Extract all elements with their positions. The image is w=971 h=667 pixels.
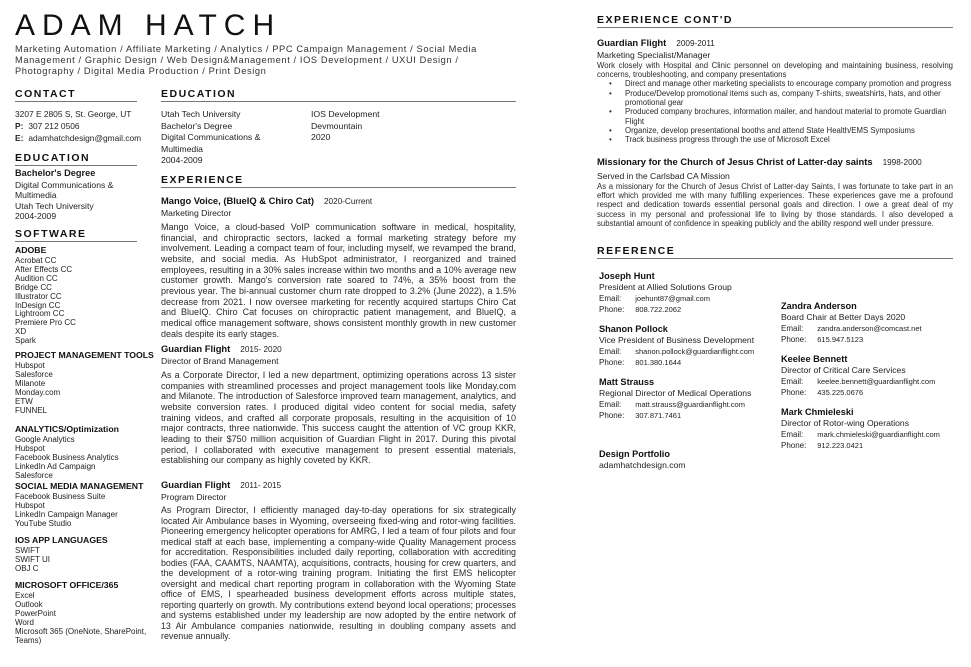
education-years: 2004-2009 (15, 211, 57, 221)
email-value: shanon.pollock@guardianflight.com (635, 347, 755, 356)
software-group-items: Hubspot Salesforce Milanote Monday.com ETW FUNNEL (15, 361, 61, 415)
job-description: As Program Director, I efficiently managed day-to-day operations for six strategically located Air Ambulance bases in Wyoming, overseeing fixed-wing and rotor-wing facilities. Pioneering emergency helicopter operations for AMRG, I led a team of four pilots and four medical staff at each base, implementing a company-wide Quality Management process for accreditation. Responsibilities included daily reporting, collaboration with accrediting bodies (FAA, CAAMTS, NAAMTA), acquisitions, contracts, housing for crew quarters, and the development of a rotor-wing training program. Initiating the first EMS helicopter oversight and medical chart reporting program in collaboration with the Wyoming State office of EMS, I spearheaded business development efforts across multiple states, reporting quarterly on growth. My contributions extend beyond local operations; processes and systems established under my leadership are now adopted by the entire network of 13 Air Ambulance companies nationwide, resulting in doubling company assets and revenue annually. (161, 505, 516, 641)
email-label: Email: (599, 347, 622, 356)
experience-entry (597, 37, 953, 144)
reference-phone (599, 304, 779, 315)
job-bullet-list (597, 79, 953, 144)
email-value: matt.strauss@guardianflight.com (635, 400, 745, 409)
software-group-items: Acrobat CC After Effects CC Audition CC Bridge CC Illustrator CC InDesign CC Lightroom CC Premiere Pro CC XD Spark (15, 256, 76, 346)
job-description: As a missionary for the Church of Jesus Christ of Latter-day Saints, I was fortunate to take part in an effort which provided me with many fulfilling experiences. These experiences gave me a profound respect and dedication towards essential personal goals and direction. I owe a great deal of my success in my personal and professional life to living by those standards. I also developed a substantial amount of confidence in speaking publicly and the ability respond well under pressure. (597, 182, 953, 228)
reference-name: Keelee Bennett (781, 354, 848, 364)
phone-value: 307.871.7461 (635, 411, 682, 420)
reference-name: Mark Chmieleski (781, 407, 854, 417)
email-label: Email: (599, 400, 622, 409)
experience-entry (161, 479, 516, 642)
company-name: Guardian Flight (161, 479, 231, 490)
job-description: Mango Voice, a cloud-based VoIP communication software in medical, hospitality, financial, and chiropractic sectors, lacked a formal marketing strategy before my involvement. Leading a compact team of four, including myself, we revamped the brand, website, and social media. As HubSpot administrator, I reorganized and trained employees, resulting in a 30% sales increase within two months and a 10% average new customer growth. Mango's conversion rate soared to 74%, a 35% boost from the previous year. The bi-annual customer churn rate dropped to 3.2% (June 2022), a 1.5% decrease from 2021. I now oversee marketing for recently acquired startups Chiro Cat and BlueIQ. Chiro Cat focuses on chiropractic patient management, and BlueIQ, a medical office management software, shows consistent monthly growth in new customer deals despite its early stages. (161, 222, 516, 339)
job-bullet: • Track business progress through the use of Microsoft Excel (597, 135, 953, 144)
job-bullet: • Direct and manage other marketing specialists to encourage company promotion and progress (597, 79, 953, 88)
job-company (161, 479, 516, 492)
phone-value: 801.380.1644 (635, 358, 682, 367)
software-group-title: ADOBE (15, 245, 47, 255)
software-group-items: Facebook Business Suite Hubspot LinkedIn Campaign Manager YouTube Studio (15, 492, 118, 528)
reference-phone (599, 410, 779, 421)
contact-heading: CONTACT (15, 88, 137, 102)
email-label: E: (15, 133, 24, 143)
education-degree: Bachelor's Degree (15, 168, 96, 178)
reference-heading: REFERENCE (597, 245, 953, 259)
job-role: Marketing Specialist/Manager (597, 50, 711, 60)
education-field: Digital Communications & Multimedia (15, 179, 114, 200)
phone-value: 615.947.5123 (817, 335, 864, 344)
reference-role: Board Chair at Better Days 2020 (781, 312, 906, 322)
job-company (597, 156, 953, 169)
reference-role: Regional Director of Medical Operations (599, 388, 752, 398)
phone-label: Phone: (599, 411, 625, 420)
software-group-items: SWIFT SWIFT UI OBJ C (15, 546, 50, 573)
resume-name: ADAM HATCH (15, 9, 282, 42)
job-role: Marketing Director (161, 208, 232, 218)
software-group-title: IOS APP LANGUAGES (15, 535, 108, 545)
reference-email (781, 323, 956, 334)
job-bullet: • Produced company brochures, information mailer, and handout material to promote Guardian Flight (597, 107, 953, 126)
skills-summary: Marketing Automation / Affiliate Marketing / Analytics / PPC Campaign Management / Social Media Management / Graphic Design / Web Design&Management / IOS Development / UXUI Design / Photography / Digital Media Production / Print Design (15, 44, 477, 76)
email-value: zandra.anderson@comcast.net (817, 324, 922, 333)
phone-value: 912.223.0421 (817, 441, 864, 450)
job-company (161, 343, 516, 356)
education-left-block (15, 168, 140, 222)
job-description: As a Corporate Director, I led a new department, optimizing operations across 13 sister companies with streamlined processes and project management tools like Monday.com and Milanote. The introduction of Salesforce improved team management, analytics, and website conversion rates. I produced digital video content for social media, safety training videos, and crafted all corporate proposals, resulting in the acquisition of 10 major contracts, three nationwide. This success caught the attention of VC group KKR, leading to their $750 million acquisition of Guardian Flight in 2017. During this pivotal period, I collaborated with executive management to present essential materials, establishing our company as highly coveted by KKR. (161, 370, 516, 466)
software-group-items: Excel Outlook PowerPoint Word Microsoft 365 (OneNote, SharePoint, Teams) (15, 591, 147, 645)
phone-value: 435.225.0676 (817, 388, 864, 397)
reference-phone (781, 440, 956, 451)
reference-email (781, 429, 956, 440)
company-name: Missionary for the Church of Jesus Christ of Latter-day saints (597, 156, 873, 167)
experience-contd-heading: EXPERIENCE CONT'D (597, 14, 953, 28)
software-group-title: SOCIAL MEDIA MANAGEMENT (15, 481, 144, 491)
job-intro: Work closely with Hospital and Clinic personnel on developing and maintaining business, resolving concerns, troubleshooting, and company presentations (597, 61, 953, 80)
contact-email (15, 132, 141, 144)
phone-label: Phone: (599, 358, 625, 367)
portfolio-link[interactable]: adamhatchdesign.com (599, 460, 686, 470)
phone-label: Phone: (599, 305, 625, 314)
reference-role: Director of Rotor-wing Operations (781, 418, 909, 428)
software-group-title: MICROSOFT OFFICE/365 (15, 580, 119, 590)
reference-email (599, 346, 779, 357)
education-column-2: IOS Development Devmountain 2020 (311, 109, 380, 143)
software-heading: SOFTWARE (15, 228, 137, 242)
phone-label: P: (15, 121, 24, 131)
reference-email (599, 293, 779, 304)
reference-role: Vice President of Business Development (599, 335, 755, 345)
reference-phone (781, 387, 956, 398)
job-dates: 1998-2000 (882, 158, 922, 167)
education-heading-main: EDUCATION (161, 88, 516, 102)
job-role: Program Director (161, 492, 227, 502)
reference-card (599, 323, 779, 368)
portfolio-block (599, 448, 779, 471)
software-group-items: Google Analytics Hubspot Facebook Business Analytics LinkedIn Ad Campaign Salesforce (15, 435, 119, 480)
reference-email (781, 376, 956, 387)
experience-entry (161, 195, 516, 339)
portfolio-label: Design Portfolio (599, 449, 670, 459)
phone-value: 808.722.2062 (635, 305, 682, 314)
job-bullet: • Produce/Develop promotional items such as, company T-shirts, sweatshirts, hats, and other promotional gear (597, 89, 953, 108)
job-dates: 2015- 2020 (240, 345, 282, 354)
experience-entry (161, 343, 516, 466)
reference-card (599, 376, 779, 421)
job-dates: 2009-2011 (676, 39, 715, 48)
reference-card (781, 300, 956, 345)
reference-card (781, 353, 956, 398)
email-label: Email: (781, 377, 804, 386)
company-name: Guardian Flight (597, 37, 667, 48)
phone-value: 307 212 0506 (28, 121, 80, 131)
education-column-1: Utah Tech University Bachelor's Degree Digital Communications & Multimedia 2004-2009 (161, 109, 261, 166)
email-value: joehunt87@gmail.com (635, 294, 710, 303)
reference-name: Matt Strauss (599, 377, 655, 387)
email-label: Email: (599, 294, 622, 303)
phone-label: Phone: (781, 388, 807, 397)
contact-phone (15, 120, 141, 132)
phone-label: Phone: (781, 441, 807, 450)
job-company (161, 195, 516, 208)
email-value: keelee.bennett@guardianflight.com (817, 377, 936, 386)
reference-role: President at Allied Solutions Group (599, 282, 732, 292)
experience-entry (597, 156, 953, 228)
email-label: Email: (781, 430, 804, 439)
reference-phone (781, 334, 956, 345)
job-role: Served in the Carlsbad CA Mission (597, 171, 730, 181)
reference-role: Director of Critical Care Services (781, 365, 906, 375)
job-role: Director of Brand Management (161, 356, 279, 366)
contact-block (15, 108, 141, 144)
experience-heading: EXPERIENCE (161, 174, 516, 188)
company-name: Guardian Flight (161, 343, 231, 354)
education-heading-left: EDUCATION (15, 152, 137, 166)
phone-label: Phone: (781, 335, 807, 344)
reference-card (599, 270, 779, 315)
email-value: mark.chmieleski@guardianflight.com (817, 430, 940, 439)
job-company (597, 37, 953, 50)
reference-phone (599, 357, 779, 368)
email-value: adamhatchdesign@gmail.com (28, 133, 142, 143)
reference-name: Shanon Pollock (599, 324, 668, 334)
software-group-title: ANALYTICS/Optimization (15, 424, 119, 434)
reference-name: Zandra Anderson (781, 301, 857, 311)
company-name: Mango Voice, (BlueIQ & Chiro Cat) (161, 195, 314, 206)
reference-name: Joseph Hunt (599, 271, 655, 281)
contact-address: 3207 E 2805 S, St. George, UT (15, 109, 132, 119)
job-dates: 2020-Current (323, 197, 373, 206)
job-dates: 2011- 2015 (240, 481, 282, 490)
reference-email (599, 399, 779, 410)
software-group-title: PROJECT MANAGEMENT TOOLS (15, 350, 154, 360)
email-label: Email: (781, 324, 804, 333)
job-bullet: • Organize, develop presentational booths and attend State Health/EMS Symposiums (597, 126, 953, 135)
education-school: Utah Tech University (15, 200, 94, 211)
reference-card (781, 406, 956, 451)
